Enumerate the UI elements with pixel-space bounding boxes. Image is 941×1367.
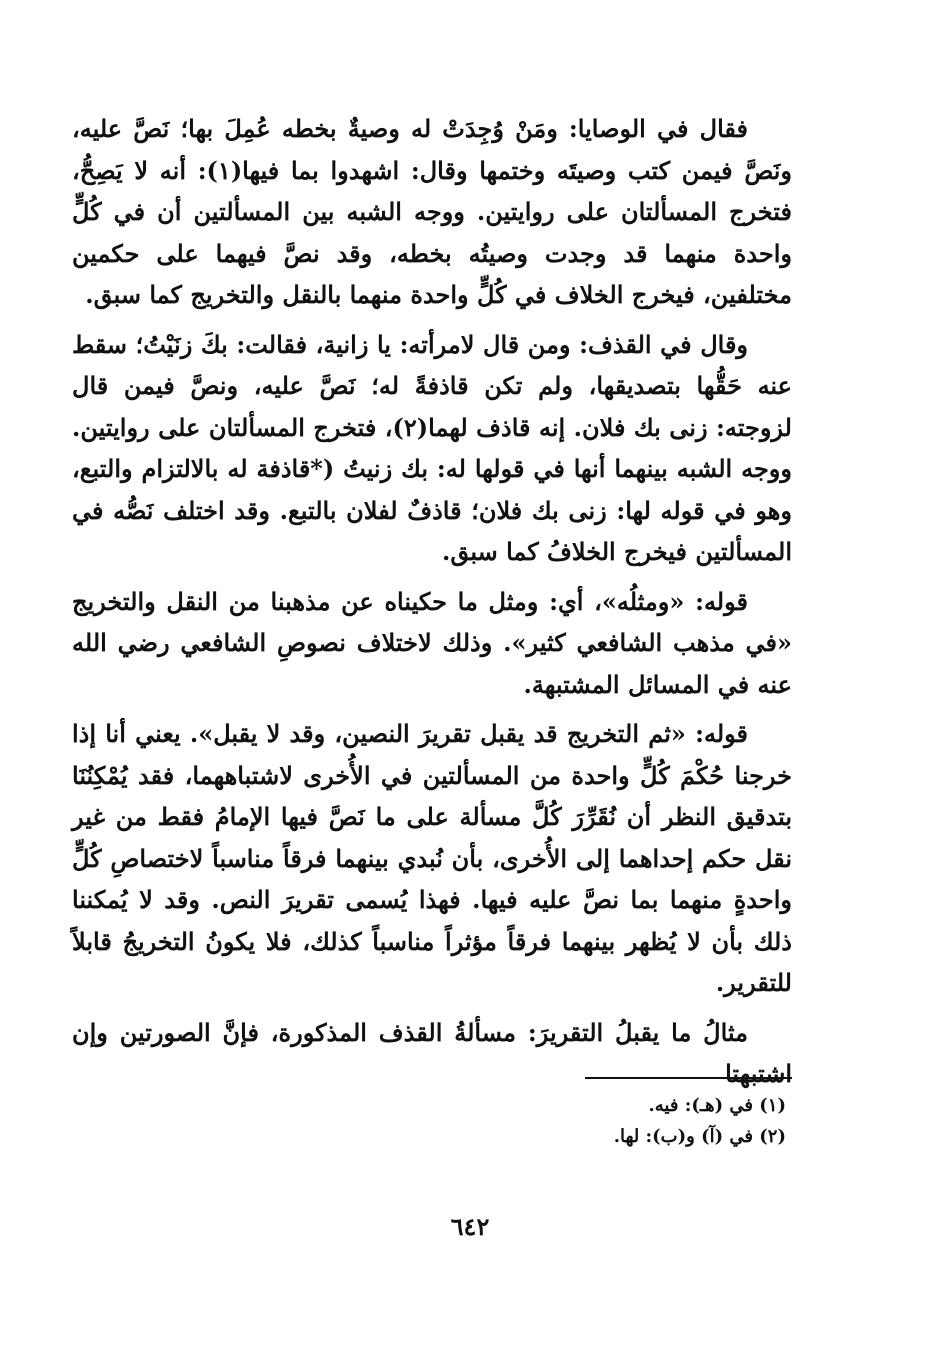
paragraph-1: فقال في الوصايا: ومَنْ وُجِدَتْ له وصيةٌ بخطه عُمِلَ بها؛ نَصَّ عليه، ونَصَّ فيمن كتب وصيتَه وختمها وقال: اشهدوا بما فيها(١): أنه لا يَصِحُّ، فتخرج المسألتان على روايتين. ووجه الشبه بين المسألتين أن في كُلٍّ واحدة منهما قد وجدت وصيتُه بخطه، وقد نصَّ فيهما على حكمين مختلفين، فيخرج الخلاف في كُلٍّ واحدة منهما بالنقل والتخريج كما سبق. — [72, 114, 792, 309]
paragraph-3: قوله: «ومثلُه»، أي: ومثل ما حكيناه عن مذهبنا من النقل والتخريج «في مذهب الشافعي كثير». وذلك لاختلاف نصوصِ الشافعي رضي الله عنه في المسائل المشتبهة. — [72, 586, 792, 699]
footnote-2: (٢) في (آ) و(ب): لها. — [613, 1126, 786, 1147]
page-number: ٦٤٢ — [450, 1212, 490, 1241]
paragraph-5: مثالُ ما يقبلُ التقريرَ: مسألةُ القذف المذكورة، فإنَّ الصورتين وإن اشتبهتا — [72, 1017, 792, 1088]
footnotes — [72, 1090, 786, 1152]
paragraph-2: وقال في القذف: ومن قال لامرأته: يا زانية، فقالت: بكَ زنَيْتُ؛ سقط عنه حَقُّها بتصديقها، ولم تكن قاذفةً له؛ نَصَّ عليه، ونصَّ فيمن قال لزوجته: زنى بك فلان. إنه قاذف لهما(٢)، فتخرج المسألتان على روايتين. ووجه الشبه بينهما أنها في قولها له: بك زنيتُ (*قاذفة له بالالتزام والتبع، وهو في قوله لها: زنى بك فلان؛ قاذفٌ لفلان بالتبع. وقد اختلف نَصُّه في المسألتين فيخرج الخلافُ كما سبق. — [72, 329, 792, 566]
paragraph-4: قوله: «ثم التخريج قد يقبل تقريرَ النصين، وقد لا يقبل». يعني أنا إذا خرجنا حُكْمَ كُلٍّ واحدة من المسألتين في الأُخرى لاشتباههما، فقد يُمْكِنُنَا بتدقيق النظر أن نُقَرِّرَ كُلَّ مسألة على ما نَصَّ فيها الإمامُ فقط من غير نقل حكم إحداهما إلى الأُخرى، بأن نُبدي بينهما فرقاً مناسباً لاختصاصِ كُلٍّ واحدةٍ منهما بما نصَّ عليه فيها. فهذا يُسمى تقريرَ النص. وقد لا يُمكننا ذلك بأن لا يُظهر بينهما فرقاً مؤثراً مناسباً كذلك، فلا يكونُ التخريجُ قابلاً للتقرير. — [72, 719, 792, 997]
footnote-1: (١) في (هـ): فيه. — [648, 1095, 786, 1116]
main-text — [72, 108, 792, 1103]
footnote-divider — [585, 1077, 792, 1079]
